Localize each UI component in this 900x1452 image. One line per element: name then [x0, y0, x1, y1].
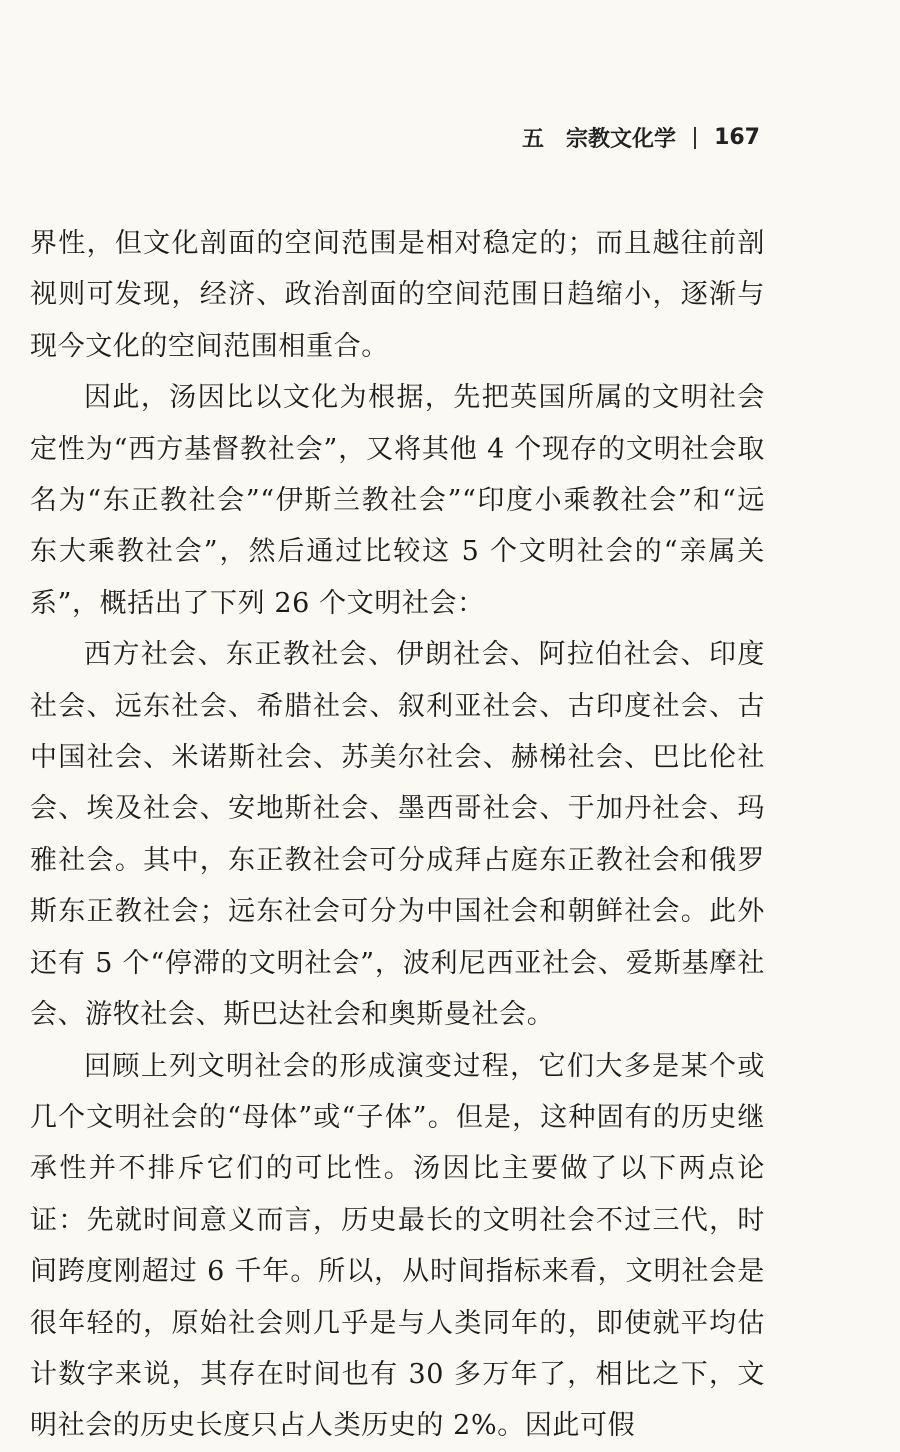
paragraph-civilization-list: 西方社会、东正教社会、伊朗社会、阿拉伯社会、印度社会、远东社会、希腊社会、叙利亚社会、古印度社会、古中国社会、米诺斯社会、苏美尔社会、赫梯社会、巴比伦社会、埃及社会、安地斯社会、墨西哥社会、于加丹社会、玛雅社会。其中，东正教社会可分成拜占庭东正教社会和俄罗斯东正教社会；远东社会可分为中国社会和朝鲜社会。此外还有 5 个“停滞的文明社会”，波利尼西亚社会、爱斯基摩社会、游牧社会、斯巴达社会和奥斯曼社会。 [30, 639, 765, 1031]
paragraph-toynbee-classification: 因此，汤因比以文化为根据，先把英国所属的文明社会定性为“西方基督教社会”，又将其他 4 个现存的文明社会取名为“东正教社会”“伊斯兰教社会”“印度小乘教社会”和“远东大乘教社会”，然后通过比较这 5 个文明社会的“亲属关系”，概括出了下列 26 个文明社会： [30, 382, 765, 619]
running-header [522, 122, 760, 153]
chapter-number: 五 [522, 127, 545, 152]
paragraph-continued: 界性，但文化剖面的空间范围是相对稳定的；而且越往前剖视则可发现，经济、政治剖面的空间范围日趋缩小，逐渐与现今文化的空间范围相重合。 [30, 228, 765, 362]
header-divider [694, 127, 696, 149]
chapter-title: 宗教文化学 [566, 127, 677, 152]
body-text [30, 218, 765, 1452]
page-number: 167 [714, 125, 760, 150]
paragraph-comparability: 回顾上列文明社会的形成演变过程，它们大多是某个或几个文明社会的“母体”或“子体”。但是，这种固有的历史继承性并不排斥它们的可比性。汤因比主要做了以下两点论证：先就时间意义而言，历史最长的文明社会不过三代，时间跨度刚超过 6 千年。所以，从时间指标来看，文明社会是很年轻的，原始社会则几乎是与人类同年的，即使就平均估计数字来说，其存在时间也有 30 多万年了，相比之下，文明社会的历史长度只占人类历史的 2%。因此可假 [30, 1050, 765, 1442]
